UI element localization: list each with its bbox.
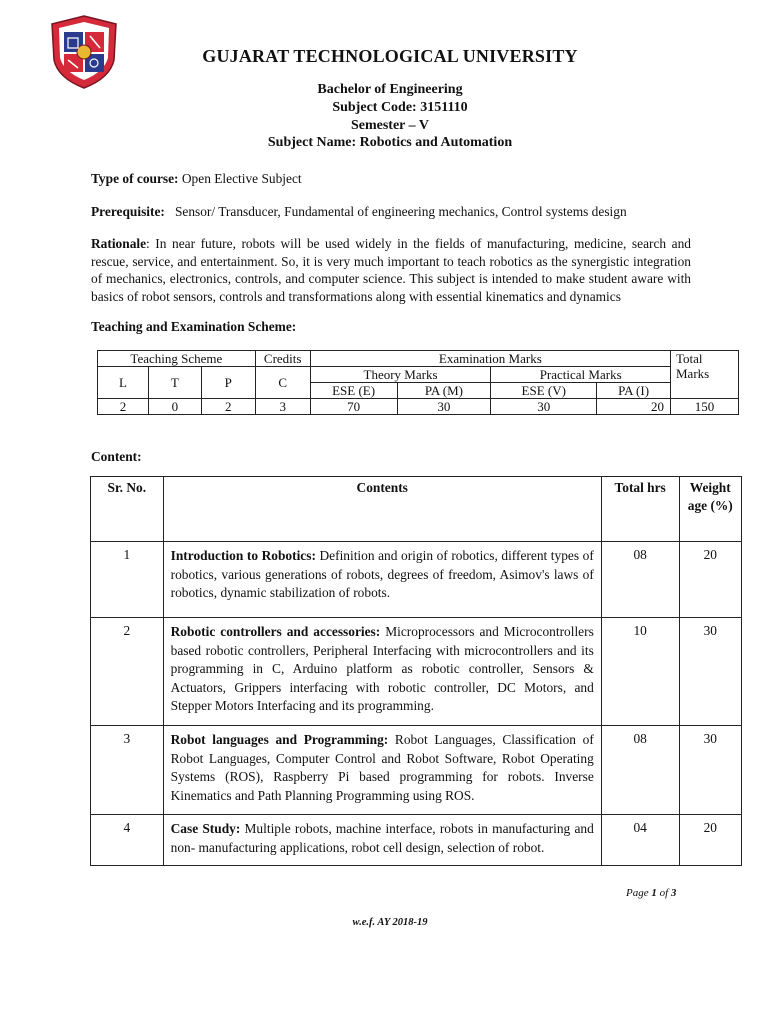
page-number <box>626 887 676 899</box>
university-title: GUJARAT TECHNOLOGICAL UNIVERSITY <box>202 46 578 66</box>
topic-title: Introduction to Robotics: <box>170 548 316 563</box>
contents-cell <box>163 618 601 726</box>
weight-cell: 20 <box>679 542 741 618</box>
c-header: C <box>255 367 310 399</box>
topic-text: Microprocessors and Microcontrollers based robotic controllers, Peripheral Interfacing with microcontrollers and its programming in C, Arduino platform as robotic controller, Sensors & Actuators, Grippers interfacing with robotic controller, DC Motors, and Stepper Motors Interfacing and its programming. <box>170 624 594 714</box>
topic-title: Robot languages and Programming: <box>170 732 389 747</box>
sr-no-cell: 4 <box>91 815 164 866</box>
content-title <box>91 448 691 466</box>
table-row <box>91 726 742 815</box>
c-value: 3 <box>255 399 310 415</box>
pa-m-header: PA (M) <box>397 383 491 399</box>
page-of: of <box>656 887 671 899</box>
ese-v-header: ESE (V) <box>491 383 597 399</box>
topic-title: Case Study: <box>170 821 241 836</box>
semester-line: Semester – V <box>350 118 430 133</box>
rationale-value: : In near future, robots will be used widely in the fields of manufacturing, medicine, search and rescue, service, and entertainment. So, it is very much important to teach robotics as the synergistic integration of mechanics, electronics, controls, and computer science. This subject is intended to make student aware with basics of robot sensors, controls and transformations along with essential kinematics and dynamics <box>91 236 691 304</box>
topic-text: Definition and origin of robotics, different types of robotics, various generations of robots, degrees of freedom, Asimov's laws of robotics, dynamic stabilization of robots. <box>170 548 594 601</box>
total-value: 150 <box>671 399 739 415</box>
table-row <box>91 542 742 618</box>
weight-cell: 20 <box>679 815 741 866</box>
contents-cell <box>163 815 601 866</box>
l-value: 2 <box>98 399 149 415</box>
hrs-cell: 08 <box>601 542 679 618</box>
rationale-label: Rationale <box>91 236 147 251</box>
weight-cell: 30 <box>679 618 741 726</box>
weightage-header: Weight age (%) <box>679 477 741 542</box>
l-header: L <box>98 367 149 399</box>
weight-cell: 30 <box>679 726 741 815</box>
exam-marks-header: Examination Marks <box>310 351 670 367</box>
pa-i-value: 20 <box>597 399 671 415</box>
hrs-cell: 10 <box>601 618 679 726</box>
ese-v-value: 30 <box>491 399 597 415</box>
table-row <box>91 618 742 726</box>
theory-marks-header: Theory Marks <box>310 367 491 383</box>
type-of-course <box>91 170 691 188</box>
ese-e-value: 70 <box>310 399 397 415</box>
contents-header: Contents <box>163 477 601 542</box>
credits-header: Credits <box>255 351 310 367</box>
page-prefix: Page <box>626 887 652 899</box>
scheme-title <box>91 318 691 336</box>
t-header: T <box>148 367 201 399</box>
scheme-title-text: Teaching and Examination Scheme: <box>91 319 297 334</box>
pa-m-value: 30 <box>397 399 491 415</box>
p-header: P <box>201 367 255 399</box>
page-total: 3 <box>670 887 677 899</box>
ese-e-header: ESE (E) <box>310 383 397 399</box>
prerequisite-label: Prerequisite: <box>91 204 165 219</box>
pa-i-header: PA (I) <box>597 383 671 399</box>
degree-line: Bachelor of Engineering <box>317 82 463 97</box>
teaching-scheme-header: Teaching Scheme <box>98 351 256 367</box>
type-of-course-label: Type of course: <box>91 171 179 186</box>
subject-name-line: Subject Name: Robotics and Automation <box>267 135 513 150</box>
topic-title: Robotic controllers and accessories: <box>170 624 381 639</box>
content-title-text: Content: <box>91 449 142 464</box>
sr-no-cell: 1 <box>91 542 164 618</box>
subject-code-line: Subject Code: 3151110 <box>332 100 468 115</box>
topic-text: Multiple robots, machine interface, robots in manufacturing and non- manufacturing applications, robot cell design, selection of robot. <box>170 821 594 855</box>
hrs-cell: 08 <box>601 726 679 815</box>
content-table <box>90 476 742 866</box>
t-value: 0 <box>148 399 201 415</box>
sr-no-header: Sr. No. <box>91 477 164 542</box>
rationale <box>91 235 691 305</box>
content-header-row <box>91 477 742 542</box>
hrs-cell: 04 <box>601 815 679 866</box>
sr-no-cell: 3 <box>91 726 164 815</box>
wef-footer: w.e.f. AY 2018-19 <box>352 917 428 928</box>
contents-cell <box>163 542 601 618</box>
topic-text: Robot Languages, Classification of Robot Languages, Computer Control and Robot Software, Robot Operating Systems (ROS), Raspberry Pi based programming for robots. Inverse Kinematics and Path Planning Programming using ROS. <box>170 732 594 803</box>
practical-marks-header: Practical Marks <box>491 367 671 383</box>
table-row <box>91 815 742 866</box>
p-value: 2 <box>201 399 255 415</box>
prerequisite-value: Sensor/ Transducer, Fundamental of engineering mechanics, Control systems design <box>174 204 627 219</box>
page-current: 1 <box>651 887 657 899</box>
contents-cell <box>163 726 601 815</box>
type-of-course-value: Open Elective Subject <box>181 171 302 186</box>
teaching-exam-scheme-table <box>97 350 739 415</box>
sr-no-cell: 2 <box>91 618 164 726</box>
total-hrs-header: Total hrs <box>601 477 679 542</box>
prerequisite <box>91 203 691 221</box>
total-marks-header: Total Marks <box>671 351 739 399</box>
